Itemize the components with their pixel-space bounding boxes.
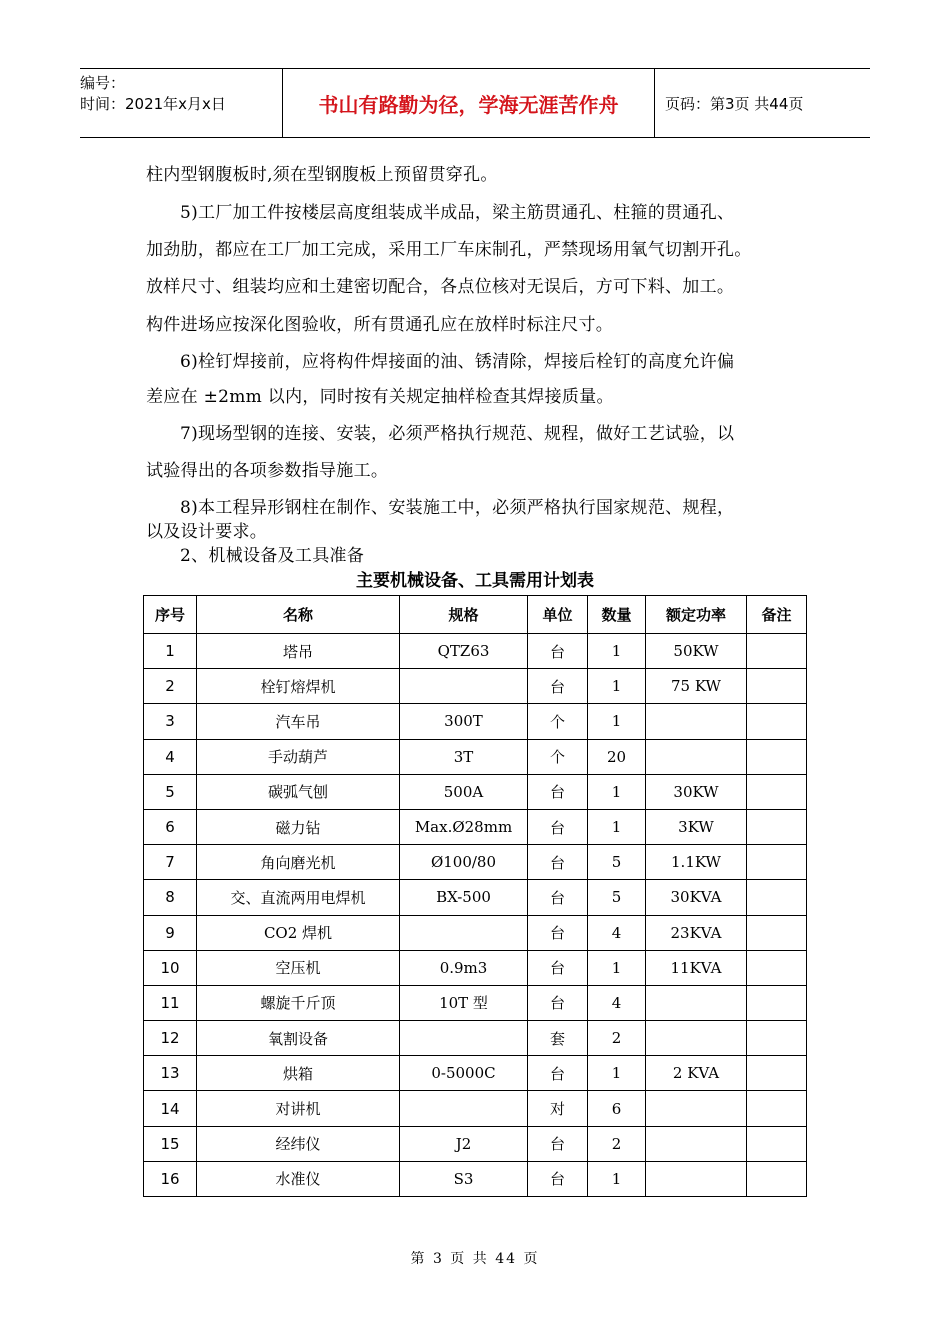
page-footer: 第 3 页 共 44 页 (410, 1251, 540, 1267)
table-cell: 空压机 (197, 950, 400, 985)
table-cell: QTZ63 (400, 634, 528, 669)
table-row (144, 1056, 807, 1091)
table-cell: 3T (400, 739, 528, 774)
number-label: 编号： (80, 74, 126, 92)
table-cell (646, 739, 747, 774)
table-cell: J2 (400, 1126, 528, 1161)
col-header: 额定功率 (646, 596, 747, 634)
table-cell: 1 (588, 634, 646, 669)
table-cell: 10 (144, 950, 197, 985)
table-cell: 1 (588, 1161, 646, 1196)
table-cell: 交、直流两用电焊机 (197, 880, 400, 915)
header-motto: 书山有路勤为径，学海无涯苦作舟 (282, 69, 655, 137)
table-cell: 23KVA (646, 915, 747, 950)
table-cell (747, 809, 807, 844)
table-row (144, 1161, 807, 1196)
table-cell: 台 (528, 845, 588, 880)
table-cell: 螺旋千斤顶 (197, 985, 400, 1020)
col-header: 序号 (144, 596, 197, 634)
table-cell: CO2 焊机 (197, 915, 400, 950)
table-cell: 12 (144, 1021, 197, 1056)
table-cell: 角向磨光机 (197, 845, 400, 880)
table-cell: 2 (144, 669, 197, 704)
paragraph-line: 7)现场型钢的连接、安装，必须严格执行规范、规程，做好工艺试验，以 (180, 424, 735, 444)
table-cell: 6 (588, 1091, 646, 1126)
table-row (144, 1126, 807, 1161)
table-row (144, 915, 807, 950)
table-row (144, 1021, 807, 1056)
table-cell (400, 669, 528, 704)
table-cell (747, 880, 807, 915)
table-cell (646, 1021, 747, 1056)
header-meta (80, 69, 282, 137)
table-cell (646, 1126, 747, 1161)
table-cell: 2 (588, 1021, 646, 1056)
table-cell: 水准仪 (197, 1161, 400, 1196)
paragraph-line: 8)本工程异形钢柱在制作、安装施工中，必须严格执行国家规范、规程， (180, 498, 735, 518)
section-heading: 2、机械设备及工具准备 (180, 546, 365, 566)
table-cell: 塔吊 (197, 634, 400, 669)
paragraph-line: 构件进场应按深化图验收，所有贯通孔应在放样时标注尺寸。 (146, 315, 614, 335)
table-cell: 1.1KW (646, 845, 747, 880)
table-row (144, 1091, 807, 1126)
table-cell (646, 1161, 747, 1196)
table-cell (646, 704, 747, 739)
table-cell: 台 (528, 985, 588, 1020)
table-cell (747, 845, 807, 880)
table-cell (646, 1091, 747, 1126)
table-cell: 8 (144, 880, 197, 915)
table-cell: 台 (528, 915, 588, 950)
table-row (144, 845, 807, 880)
table-cell (747, 1056, 807, 1091)
table-cell: 0-5000C (400, 1056, 528, 1091)
table-cell (747, 634, 807, 669)
paragraph-line: 柱内型钢腹板时,须在型钢腹板上预留贯穿孔。 (146, 165, 498, 185)
table-row (144, 704, 807, 739)
table-cell: 11KVA (646, 950, 747, 985)
table-row (144, 950, 807, 985)
table-cell: 1 (588, 704, 646, 739)
table-cell: 5 (588, 845, 646, 880)
header-page-info: 页码：第3页 共44页 (665, 94, 804, 113)
table-cell: 14 (144, 1091, 197, 1126)
paragraph-line: 6)栓钉焊接前，应将构件焊接面的油、锈清除，焊接后栓钉的高度允许偏 (180, 352, 735, 372)
table-cell (747, 739, 807, 774)
table-cell: 1 (588, 809, 646, 844)
table-row (144, 880, 807, 915)
paragraph-line: 放样尺寸、组装均应和土建密切配合，各点位核对无误后，方可下料、加工。 (146, 277, 735, 297)
table-cell: 套 (528, 1021, 588, 1056)
table-cell: S3 (400, 1161, 528, 1196)
table-row (144, 809, 807, 844)
table-cell: 1 (588, 669, 646, 704)
table-cell: 个 (528, 704, 588, 739)
table-cell: 30KW (646, 774, 747, 809)
table-title: 主要机械设备、工具需用计划表 (356, 571, 594, 591)
table-cell: 300T (400, 704, 528, 739)
table-cell: 5 (588, 880, 646, 915)
table-cell (747, 1126, 807, 1161)
table-cell: 50KW (646, 634, 747, 669)
table-cell: 台 (528, 634, 588, 669)
table-cell (747, 1161, 807, 1196)
table-cell: 台 (528, 950, 588, 985)
table-header-row (144, 596, 807, 634)
table-cell (747, 915, 807, 950)
table-cell: 经纬仪 (197, 1126, 400, 1161)
paragraph-line: 加劲肋，都应在工厂加工完成，采用工厂车床制孔，严禁现场用氧气切割开孔。 (146, 240, 752, 260)
table-cell (747, 1091, 807, 1126)
table-cell: 9 (144, 915, 197, 950)
table-cell: 对讲机 (197, 1091, 400, 1126)
table-cell: 15 (144, 1126, 197, 1161)
table-cell: 13 (144, 1056, 197, 1091)
table-cell: 栓钉熔焊机 (197, 669, 400, 704)
table-cell: 磁力钻 (197, 809, 400, 844)
table-cell: 台 (528, 1126, 588, 1161)
col-header: 规格 (400, 596, 528, 634)
paragraph-line: 试验得出的各项参数指导施工。 (146, 461, 389, 481)
table-row (144, 985, 807, 1020)
table-cell: 30KVA (646, 880, 747, 915)
table-cell: 5 (144, 774, 197, 809)
table-row (144, 669, 807, 704)
table-cell: 500A (400, 774, 528, 809)
table-cell: 手动葫芦 (197, 739, 400, 774)
table-cell: 对 (528, 1091, 588, 1126)
table-cell: 氧割设备 (197, 1021, 400, 1056)
table-cell: 台 (528, 774, 588, 809)
table-cell (747, 669, 807, 704)
table-cell (747, 950, 807, 985)
table-cell: 3KW (646, 809, 747, 844)
table-cell: 11 (144, 985, 197, 1020)
col-header: 备注 (747, 596, 807, 634)
table-cell (747, 985, 807, 1020)
paragraph-line: 差应在 ±2mm 以内，同时按有关规定抽样检查其焊接质量。 (146, 387, 614, 407)
table-cell: 个 (528, 739, 588, 774)
page-header (80, 68, 870, 138)
table-cell (400, 1021, 528, 1056)
table-cell: 75 KW (646, 669, 747, 704)
table-cell (400, 1091, 528, 1126)
table-row (144, 634, 807, 669)
table-cell: 4 (588, 985, 646, 1020)
table-cell: 汽车吊 (197, 704, 400, 739)
table-row (144, 739, 807, 774)
table-cell: 台 (528, 1161, 588, 1196)
time-label: 时间：2021年x月x日 (80, 95, 226, 113)
table-cell: 烘箱 (197, 1056, 400, 1091)
table-cell: 7 (144, 845, 197, 880)
table-cell: 1 (588, 950, 646, 985)
table-cell: 台 (528, 1056, 588, 1091)
table-cell (747, 704, 807, 739)
table-cell: 台 (528, 809, 588, 844)
table-cell: 碳弧气刨 (197, 774, 400, 809)
table-cell: 台 (528, 880, 588, 915)
table-cell: 6 (144, 809, 197, 844)
table-cell: BX-500 (400, 880, 528, 915)
table-cell: 0.9m3 (400, 950, 528, 985)
table-cell: 1 (588, 1056, 646, 1091)
paragraph-line: 以及设计要求。 (146, 522, 268, 542)
table-cell: 20 (588, 739, 646, 774)
col-header: 数量 (588, 596, 646, 634)
table-cell: 10T 型 (400, 985, 528, 1020)
table-cell (747, 774, 807, 809)
table-cell: 2 (588, 1126, 646, 1161)
table-cell: 16 (144, 1161, 197, 1196)
table-cell: 1 (144, 634, 197, 669)
table-cell: Max.Ø28mm (400, 809, 528, 844)
col-header: 单位 (528, 596, 588, 634)
table-cell: Ø100/80 (400, 845, 528, 880)
table-cell: 3 (144, 704, 197, 739)
paragraph-line: 5)工厂加工件按楼层高度组装成半成品，梁主筋贯通孔、柱箍的贯通孔、 (180, 203, 735, 223)
table-row (144, 774, 807, 809)
col-header: 名称 (197, 596, 400, 634)
table-cell: 4 (144, 739, 197, 774)
equipment-table (143, 595, 807, 1197)
table-cell: 2 KVA (646, 1056, 747, 1091)
table-cell (400, 915, 528, 950)
table-cell (747, 1021, 807, 1056)
table-body (144, 634, 807, 1197)
table-cell: 台 (528, 669, 588, 704)
table-cell: 1 (588, 774, 646, 809)
table-cell: 4 (588, 915, 646, 950)
table-cell (646, 985, 747, 1020)
